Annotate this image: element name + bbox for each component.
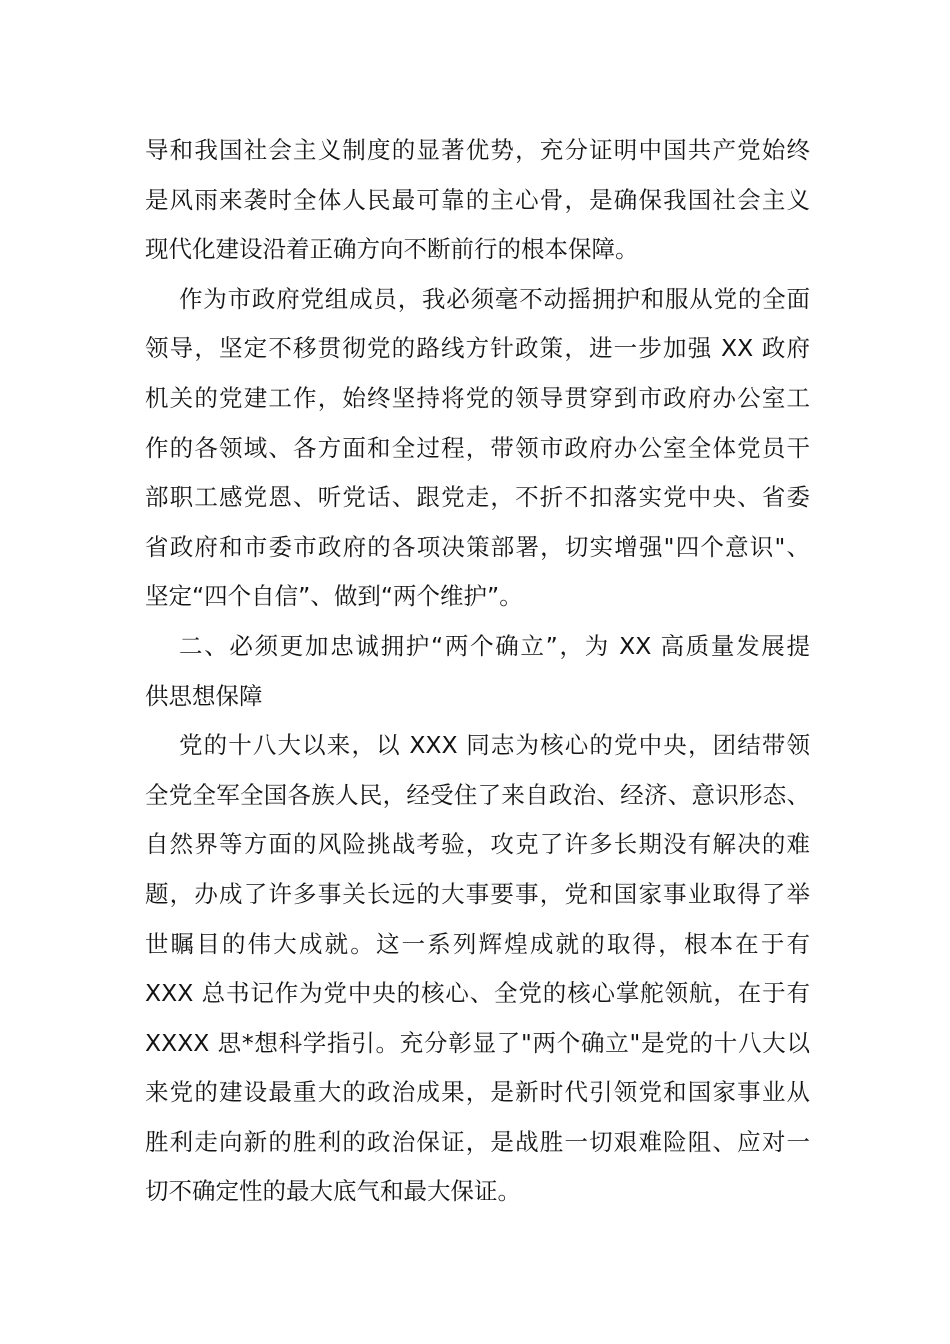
text-line: XXXX 思*想科学指引。充分彰显了"两个确立"是党的十八大以: [145, 1028, 810, 1057]
text-line: 世瞩目的伟大成就。这一系列辉煌成就的取得，根本在于有: [145, 929, 810, 958]
paragraph-1: [145, 126, 810, 275]
text-line: 自然界等方面的风险挑战考验，攻克了许多长期没有解决的难: [145, 830, 810, 859]
text-line: 作为市政府党组成员，我必须毫不动摇拥护和服从党的全面: [179, 284, 810, 313]
text-line: 现代化建设沿着正确方向不断前行的根本保障。: [145, 235, 639, 264]
paragraph-3: [145, 721, 810, 1217]
section-heading: [145, 622, 810, 721]
text-line: 胜利走向新的胜利的政治保证，是战胜一切艰难险阻、应对一: [145, 1127, 810, 1156]
text-line: 二、必须更加忠诚拥护“两个确立”，为 XX 高质量发展提: [179, 631, 810, 660]
text-line: 导和我国社会主义制度的显著优势，充分证明中国共产党始终: [145, 136, 810, 164]
text-line: 党的十八大以来，以 XXX 同志为核心的党中央，团结带领: [179, 731, 810, 760]
text-line: 供思想保障: [145, 681, 263, 710]
text-line: 领导，坚定不移贯彻党的路线方针政策，进一步加强 XX 政府: [145, 334, 810, 363]
text-line: XXX 总书记作为党中央的核心、全党的核心掌舵领航，在于有: [145, 979, 810, 1008]
text-line: 坚定“四个自信”、做到“两个维护”。: [145, 582, 523, 611]
text-line: 切不确定性的最大底气和最大保证。: [145, 1177, 521, 1206]
text-line: 部职工感党恩、听党话、跟党走，不折不扣落实党中央、省委: [145, 483, 810, 512]
document-body: [145, 126, 810, 1217]
paragraph-2: [145, 275, 810, 622]
text-line: 来党的建设最重大的政治成果，是新时代引领党和国家事业从: [145, 1078, 810, 1107]
text-line: 作的各领域、各方面和全过程，带领市政府办公室全体党员干: [145, 433, 810, 462]
text-line: 省政府和市委市政府的各项决策部署，切实增强"四个意识"、: [145, 532, 810, 561]
text-line: 机关的党建工作，始终坚持将党的领导贯穿到市政府办公室工: [145, 383, 810, 412]
text-line: 是风雨来袭时全体人民最可靠的主心骨，是确保我国社会主义: [145, 185, 810, 214]
text-line: 题，办成了许多事关长远的大事要事，党和国家事业取得了举: [145, 879, 810, 908]
text-line: 全党全军全国各族人民，经受住了来自政治、经济、意识形态、: [145, 780, 810, 809]
